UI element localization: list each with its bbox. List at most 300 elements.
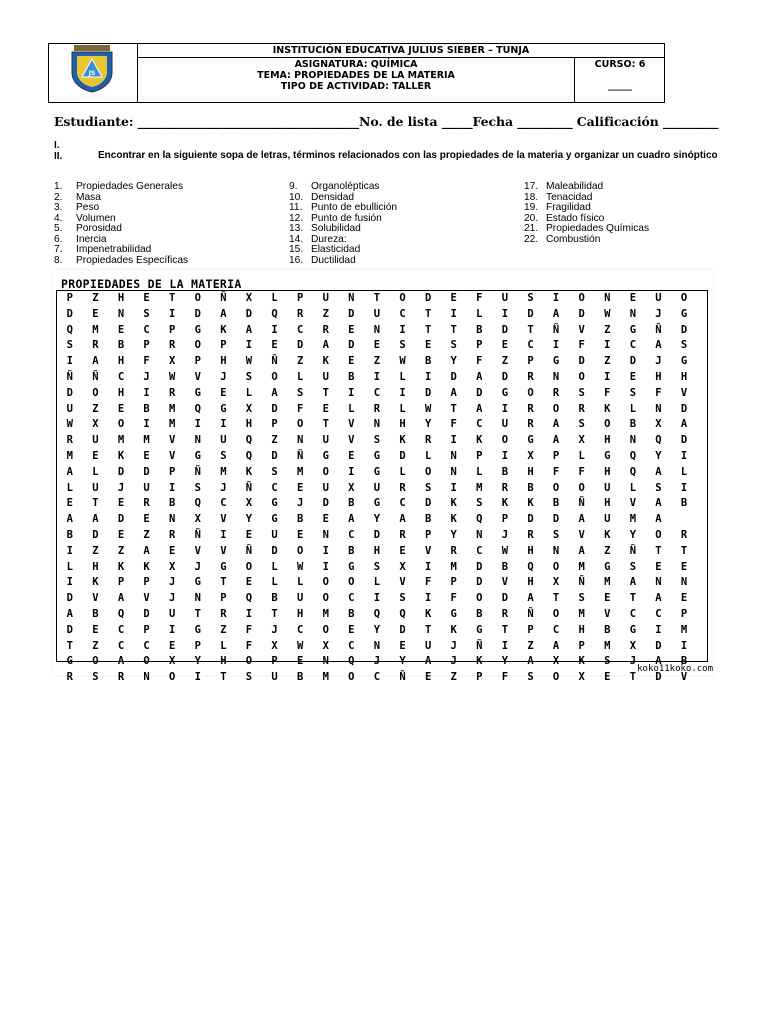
grid-letter[interactable]: Y <box>245 513 253 526</box>
grid-letter[interactable]: R <box>220 607 227 620</box>
grid-letter[interactable]: T <box>322 386 329 399</box>
grid-letter[interactable]: L <box>424 449 432 462</box>
grid-letter[interactable]: A <box>348 513 355 526</box>
grid-letter[interactable]: B <box>271 592 278 605</box>
grid-letter[interactable]: G <box>194 386 201 399</box>
grid-letter[interactable]: C <box>399 497 406 510</box>
grid-letter[interactable]: P <box>552 449 560 462</box>
grid-letter[interactable]: P <box>476 449 483 462</box>
grid-letter[interactable]: I <box>194 671 201 684</box>
grid-letter[interactable]: B <box>501 560 509 573</box>
grid-letter[interactable]: D <box>680 323 688 336</box>
grid-letter[interactable]: W <box>399 355 406 368</box>
grid-letter[interactable]: R <box>501 607 509 620</box>
grid-letter[interactable]: Y <box>655 449 662 462</box>
grid-letter[interactable]: A <box>450 386 457 399</box>
grid-letter[interactable]: I <box>450 434 457 447</box>
grid-letter[interactable]: P <box>527 355 534 368</box>
grid-letter[interactable]: I <box>143 418 150 431</box>
grid-letter[interactable]: R <box>66 671 73 684</box>
grid-letter[interactable]: S <box>578 592 585 605</box>
grid-letter[interactable]: K <box>450 513 457 526</box>
grid-letter[interactable]: D <box>399 623 406 636</box>
grid-letter[interactable]: E <box>92 623 99 636</box>
grid-letter[interactable]: B <box>92 607 99 620</box>
grid-letter[interactable]: O <box>655 528 662 541</box>
grid-letter[interactable]: O <box>322 465 329 478</box>
grid-letter[interactable]: F <box>501 671 509 684</box>
grid-letter[interactable]: R <box>373 402 381 415</box>
grid-letter[interactable]: I <box>552 292 560 304</box>
grid-letter[interactable]: Q <box>373 607 381 620</box>
grid-letter[interactable]: F <box>424 576 432 589</box>
grid-letter[interactable]: X <box>245 402 253 415</box>
grid-letter[interactable]: Ñ <box>194 528 201 541</box>
grid-letter[interactable]: K <box>92 576 99 589</box>
grid-letter[interactable]: L <box>245 386 253 399</box>
grid-letter[interactable]: L <box>66 481 73 494</box>
grid-letter[interactable]: I <box>424 370 432 383</box>
grid-letter[interactable]: Q <box>194 402 201 415</box>
grid-letter[interactable]: R <box>527 402 534 415</box>
grid-letter[interactable]: N <box>322 655 329 668</box>
grid-letter[interactable]: E <box>271 339 278 352</box>
grid-letter[interactable]: G <box>476 623 483 636</box>
grid-letter[interactable]: C <box>629 607 637 620</box>
grid-letter[interactable]: F <box>450 592 457 605</box>
grid-letter[interactable]: A <box>476 370 483 383</box>
grid-letter[interactable]: N <box>629 434 637 447</box>
grid-letter[interactable]: E <box>245 528 253 541</box>
grid-letter[interactable]: N <box>194 434 201 447</box>
grid-letter[interactable]: G <box>629 623 637 636</box>
grid-letter[interactable]: I <box>348 465 355 478</box>
grid-letter[interactable]: Z <box>296 355 304 368</box>
grid-letter[interactable]: D <box>143 465 150 478</box>
grid-letter[interactable]: M <box>117 434 125 447</box>
grid-letter[interactable]: H <box>245 418 253 431</box>
grid-letter[interactable]: L <box>680 465 688 478</box>
grid-letter[interactable]: D <box>501 323 509 336</box>
grid-letter[interactable]: G <box>501 386 509 399</box>
grid-letter[interactable]: A <box>271 386 278 399</box>
grid-letter[interactable]: U <box>322 370 329 383</box>
grid-letter[interactable]: N <box>322 528 329 541</box>
grid-letter[interactable]: X <box>245 292 253 304</box>
grid-letter[interactable]: U <box>322 481 329 494</box>
grid-letter[interactable]: Z <box>271 434 278 447</box>
grid-letter[interactable]: D <box>578 307 585 320</box>
grid-letter[interactable]: D <box>66 592 73 605</box>
grid-letter[interactable]: S <box>680 339 688 352</box>
grid-letter[interactable]: Ñ <box>245 544 253 557</box>
grid-letter[interactable]: Z <box>117 544 125 557</box>
grid-letter[interactable]: V <box>399 576 406 589</box>
grid-letter[interactable]: R <box>501 481 509 494</box>
grid-letter[interactable]: N <box>348 292 355 304</box>
grid-letter[interactable]: E <box>117 402 125 415</box>
grid-letter[interactable]: Q <box>476 513 483 526</box>
grid-letter[interactable]: B <box>604 623 611 636</box>
grid-letter[interactable]: S <box>629 386 637 399</box>
grid-letter[interactable]: Z <box>322 307 329 320</box>
grid-letter[interactable]: S <box>604 655 611 668</box>
grid-letter[interactable]: A <box>399 513 406 526</box>
grid-letter[interactable]: A <box>655 497 662 510</box>
grid-letter[interactable]: I <box>169 623 176 636</box>
grid-letter[interactable]: F <box>450 418 457 431</box>
grid-letter[interactable]: P <box>450 576 457 589</box>
grid-letter[interactable]: O <box>348 576 355 589</box>
grid-letter[interactable]: B <box>501 465 509 478</box>
grid-letter[interactable]: A <box>655 339 662 352</box>
grid-letter[interactable]: G <box>527 434 534 447</box>
grid-letter[interactable]: D <box>271 449 278 462</box>
grid-letter[interactable]: I <box>322 544 329 557</box>
grid-letter[interactable]: P <box>169 465 176 478</box>
grid-letter[interactable]: G <box>373 449 381 462</box>
grid-letter[interactable]: O <box>552 481 560 494</box>
grid-letter[interactable]: A <box>66 465 73 478</box>
grid-letter[interactable]: K <box>143 560 150 573</box>
grid-letter[interactable]: H <box>399 418 406 431</box>
grid-letter[interactable]: I <box>271 323 278 336</box>
grid-letter[interactable]: H <box>296 607 304 620</box>
grid-letter[interactable]: R <box>169 339 176 352</box>
grid-letter[interactable]: D <box>373 528 381 541</box>
grid-letter[interactable]: N <box>117 307 125 320</box>
grid-letter[interactable]: T <box>655 544 662 557</box>
grid-letter[interactable]: G <box>604 560 611 573</box>
grid-letter[interactable]: R <box>578 402 585 415</box>
grid-letter[interactable]: O <box>322 576 329 589</box>
grid-letter[interactable]: G <box>450 607 457 620</box>
grid-letter[interactable]: X <box>92 418 99 431</box>
grid-letter[interactable]: J <box>143 370 150 383</box>
grid-letter[interactable]: Ñ <box>399 671 406 684</box>
grid-letter[interactable]: O <box>527 386 534 399</box>
grid-letter[interactable]: H <box>117 292 125 304</box>
grid-letter[interactable]: A <box>92 513 99 526</box>
grid-letter[interactable]: G <box>271 513 278 526</box>
grid-letter[interactable]: P <box>220 339 227 352</box>
grid-letter[interactable]: S <box>578 386 585 399</box>
grid-letter[interactable]: U <box>501 418 509 431</box>
grid-letter[interactable]: M <box>604 639 611 652</box>
grid-letter[interactable]: D <box>476 576 483 589</box>
grid-letter[interactable]: D <box>655 671 662 684</box>
grid-letter[interactable]: I <box>143 386 150 399</box>
grid-letter[interactable]: D <box>348 339 355 352</box>
grid-letter[interactable]: K <box>220 323 227 336</box>
grid-letter[interactable]: O <box>348 671 355 684</box>
grid-letter[interactable]: Q <box>348 655 355 668</box>
grid-letter[interactable]: Ñ <box>578 497 585 510</box>
grid-letter[interactable]: O <box>552 402 560 415</box>
grid-letter[interactable]: S <box>399 592 406 605</box>
grid-letter[interactable]: N <box>680 576 688 589</box>
grid-letter[interactable]: R <box>399 481 406 494</box>
grid-letter[interactable]: W <box>66 418 73 431</box>
grid-letter[interactable]: E <box>143 449 150 462</box>
grid-letter[interactable]: X <box>245 497 253 510</box>
grid-letter[interactable]: F <box>655 386 662 399</box>
grid-letter[interactable]: E <box>680 560 688 573</box>
grid-letter[interactable]: A <box>552 307 560 320</box>
grid-letter[interactable]: P <box>220 592 227 605</box>
grid-letter[interactable]: B <box>629 418 637 431</box>
grid-letter[interactable]: C <box>527 339 534 352</box>
grid-letter[interactable]: U <box>604 513 611 526</box>
grid-letter[interactable]: W <box>169 370 176 383</box>
grid-letter[interactable]: K <box>322 355 329 368</box>
grid-letter[interactable]: G <box>322 449 329 462</box>
grid-letter[interactable]: Q <box>245 449 253 462</box>
grid-letter[interactable]: P <box>194 355 201 368</box>
grid-letter[interactable]: D <box>424 497 432 510</box>
grid-letter[interactable]: I <box>220 418 227 431</box>
grid-letter[interactable]: L <box>399 402 406 415</box>
grid-letter[interactable]: Z <box>527 639 534 652</box>
grid-letter[interactable]: O <box>501 434 509 447</box>
grid-letter[interactable]: J <box>373 655 381 668</box>
grid-letter[interactable]: O <box>245 560 253 573</box>
grid-letter[interactable]: K <box>450 497 457 510</box>
grid-letter[interactable]: V <box>220 513 227 526</box>
grid-letter[interactable]: U <box>143 481 150 494</box>
grid-letter[interactable]: X <box>552 655 560 668</box>
grid-letter[interactable]: E <box>348 623 355 636</box>
grid-letter[interactable]: T <box>450 323 457 336</box>
grid-letter[interactable]: S <box>476 497 483 510</box>
grid-letter[interactable]: Y <box>501 655 509 668</box>
grid-letter[interactable]: I <box>373 592 381 605</box>
grid-letter[interactable]: M <box>66 449 73 462</box>
grid-letter[interactable]: S <box>527 671 534 684</box>
grid-letter[interactable]: Q <box>399 607 406 620</box>
grid-letter[interactable]: I <box>501 307 509 320</box>
grid-letter[interactable]: C <box>117 639 125 652</box>
grid-letter[interactable]: X <box>655 418 662 431</box>
grid-letter[interactable]: E <box>424 671 432 684</box>
grid-letter[interactable]: H <box>117 386 125 399</box>
grid-letter[interactable]: O <box>680 292 688 304</box>
grid-letter[interactable]: Ñ <box>194 465 201 478</box>
grid-letter[interactable]: J <box>501 528 509 541</box>
grid-letter[interactable]: W <box>424 402 432 415</box>
grid-letter[interactable]: L <box>296 370 304 383</box>
grid-letter[interactable]: I <box>245 339 253 352</box>
grid-letter[interactable]: K <box>604 402 611 415</box>
grid-letter[interactable]: N <box>604 292 611 304</box>
grid-letter[interactable]: S <box>578 418 585 431</box>
grid-letter[interactable]: G <box>680 307 688 320</box>
grid-letter[interactable]: X <box>552 576 560 589</box>
grid-letter[interactable]: C <box>296 323 304 336</box>
grid-letter[interactable]: T <box>271 607 278 620</box>
grid-letter[interactable]: I <box>66 576 73 589</box>
grid-letter[interactable]: U <box>322 292 329 304</box>
grid-letter[interactable]: S <box>296 386 304 399</box>
grid-letter[interactable]: D <box>117 465 125 478</box>
grid-letter[interactable]: U <box>169 607 176 620</box>
grid-letter[interactable]: H <box>220 655 227 668</box>
grid-letter[interactable]: C <box>117 370 125 383</box>
grid-letter[interactable]: T <box>450 402 457 415</box>
grid-letter[interactable]: K <box>476 655 483 668</box>
grid-letter[interactable]: R <box>399 528 406 541</box>
grid-letter[interactable]: B <box>117 339 125 352</box>
grid-letter[interactable]: G <box>604 449 611 462</box>
grid-letter[interactable]: O <box>424 465 432 478</box>
grid-letter[interactable]: D <box>450 370 457 383</box>
grid-letter[interactable]: O <box>245 655 253 668</box>
grid-letter[interactable]: V <box>169 449 176 462</box>
grid-letter[interactable]: T <box>552 592 560 605</box>
grid-letter[interactable]: O <box>578 481 585 494</box>
grid-letter[interactable]: R <box>169 386 176 399</box>
grid-letter[interactable]: N <box>655 402 662 415</box>
grid-letter[interactable]: U <box>373 481 381 494</box>
grid-letter[interactable]: O <box>92 655 99 668</box>
grid-letter[interactable]: J <box>629 655 637 668</box>
grid-letter[interactable]: P <box>527 623 534 636</box>
grid-letter[interactable]: R <box>527 418 534 431</box>
grid-letter[interactable]: I <box>66 544 73 557</box>
grid-letter[interactable]: D <box>66 307 73 320</box>
grid-letter[interactable]: D <box>680 402 688 415</box>
grid-letter[interactable]: A <box>552 434 560 447</box>
grid-letter[interactable]: B <box>66 528 73 541</box>
grid-letter[interactable]: N <box>450 465 457 478</box>
grid-letter[interactable]: E <box>117 323 125 336</box>
grid-letter[interactable]: G <box>629 323 637 336</box>
grid-letter[interactable]: K <box>117 449 125 462</box>
grid-letter[interactable]: D <box>424 292 432 304</box>
grid-letter[interactable]: T <box>220 671 227 684</box>
grid-letter[interactable]: M <box>169 418 176 431</box>
grid-letter[interactable]: M <box>322 671 329 684</box>
grid-letter[interactable]: D <box>348 307 355 320</box>
grid-letter[interactable]: H <box>527 465 534 478</box>
grid-letter[interactable]: J <box>655 307 662 320</box>
grid-letter[interactable]: S <box>143 307 150 320</box>
grid-letter[interactable]: T <box>424 323 432 336</box>
grid-letter[interactable]: G <box>373 465 381 478</box>
grid-letter[interactable]: O <box>169 671 176 684</box>
grid-letter[interactable]: D <box>476 560 483 573</box>
grid-letter[interactable]: Q <box>271 307 278 320</box>
grid-letter[interactable]: C <box>476 418 483 431</box>
grid-letter[interactable]: B <box>296 671 304 684</box>
grid-letter[interactable]: N <box>476 528 483 541</box>
grid-letter[interactable]: E <box>629 370 637 383</box>
grid-letter[interactable]: R <box>552 386 560 399</box>
grid-letter[interactable]: I <box>450 307 457 320</box>
grid-letter[interactable]: Z <box>373 355 381 368</box>
grid-letter[interactable]: T <box>527 323 534 336</box>
grid-letter[interactable]: E <box>604 671 611 684</box>
grid-letter[interactable]: U <box>501 292 509 304</box>
grid-letter[interactable]: R <box>169 528 176 541</box>
grid-letter[interactable]: S <box>373 434 381 447</box>
grid-letter[interactable]: H <box>220 355 227 368</box>
grid-letter[interactable]: M <box>578 560 585 573</box>
grid-letter[interactable]: H <box>578 623 585 636</box>
grid-letter[interactable]: D <box>245 307 253 320</box>
grid-letter[interactable]: R <box>143 497 150 510</box>
grid-letter[interactable]: C <box>271 481 278 494</box>
grid-letter[interactable]: J <box>450 655 457 668</box>
grid-letter[interactable]: J <box>169 592 176 605</box>
grid-letter[interactable]: V <box>194 370 201 383</box>
grid-letter[interactable]: J <box>117 481 125 494</box>
grid-letter[interactable]: U <box>92 434 99 447</box>
grid-letter[interactable]: C <box>348 639 355 652</box>
grid-letter[interactable]: C <box>143 323 150 336</box>
grid-letter[interactable]: V <box>143 592 150 605</box>
grid-letter[interactable]: Q <box>194 497 201 510</box>
grid-letter[interactable]: E <box>424 339 432 352</box>
grid-letter[interactable]: N <box>552 370 560 383</box>
grid-letter[interactable]: L <box>66 560 73 573</box>
grid-letter[interactable]: I <box>399 323 406 336</box>
grid-letter[interactable]: P <box>169 323 176 336</box>
grid-letter[interactable]: Q <box>117 607 125 620</box>
grid-letter[interactable]: F <box>245 639 253 652</box>
grid-letter[interactable]: A <box>245 323 253 336</box>
grid-letter[interactable]: D <box>143 607 150 620</box>
grid-letter[interactable]: R <box>450 544 457 557</box>
grid-letter[interactable]: V <box>501 576 509 589</box>
grid-letter[interactable]: K <box>604 528 611 541</box>
grid-letter[interactable]: I <box>194 418 201 431</box>
grid-letter[interactable]: J <box>655 355 662 368</box>
grid-letter[interactable]: U <box>604 481 611 494</box>
grid-letter[interactable]: V <box>194 544 201 557</box>
grid-letter[interactable]: F <box>578 465 585 478</box>
grid-letter[interactable]: I <box>322 560 329 573</box>
grid-letter[interactable]: Y <box>424 418 432 431</box>
grid-letter[interactable]: Y <box>399 655 406 668</box>
grid-letter[interactable]: U <box>271 671 278 684</box>
grid-letter[interactable]: E <box>117 497 125 510</box>
grid-letter[interactable]: Ñ <box>476 639 483 652</box>
grid-letter[interactable]: M <box>92 323 99 336</box>
grid-letter[interactable]: H <box>117 355 125 368</box>
grid-letter[interactable]: S <box>220 449 227 462</box>
grid-letter[interactable]: I <box>501 639 509 652</box>
grid-letter[interactable]: G <box>552 355 560 368</box>
grid-letter[interactable]: O <box>296 544 304 557</box>
grid-letter[interactable]: V <box>680 386 688 399</box>
grid-letter[interactable]: V <box>424 544 432 557</box>
grid-letter[interactable]: Y <box>450 355 457 368</box>
grid-letter[interactable]: S <box>92 671 99 684</box>
grid-letter[interactable]: F <box>578 339 585 352</box>
grid-letter[interactable]: R <box>322 323 329 336</box>
grid-letter[interactable]: A <box>655 513 662 526</box>
grid-letter[interactable]: G <box>220 560 227 573</box>
grid-letter[interactable]: Ñ <box>552 323 560 336</box>
grid-letter[interactable]: W <box>245 355 253 368</box>
grid-letter[interactable]: B <box>424 513 432 526</box>
grid-letter[interactable]: N <box>194 592 201 605</box>
grid-letter[interactable]: L <box>271 576 278 589</box>
grid-letter[interactable]: F <box>476 292 483 304</box>
grid-letter[interactable]: Ñ <box>655 323 662 336</box>
grid-letter[interactable]: V <box>578 528 585 541</box>
